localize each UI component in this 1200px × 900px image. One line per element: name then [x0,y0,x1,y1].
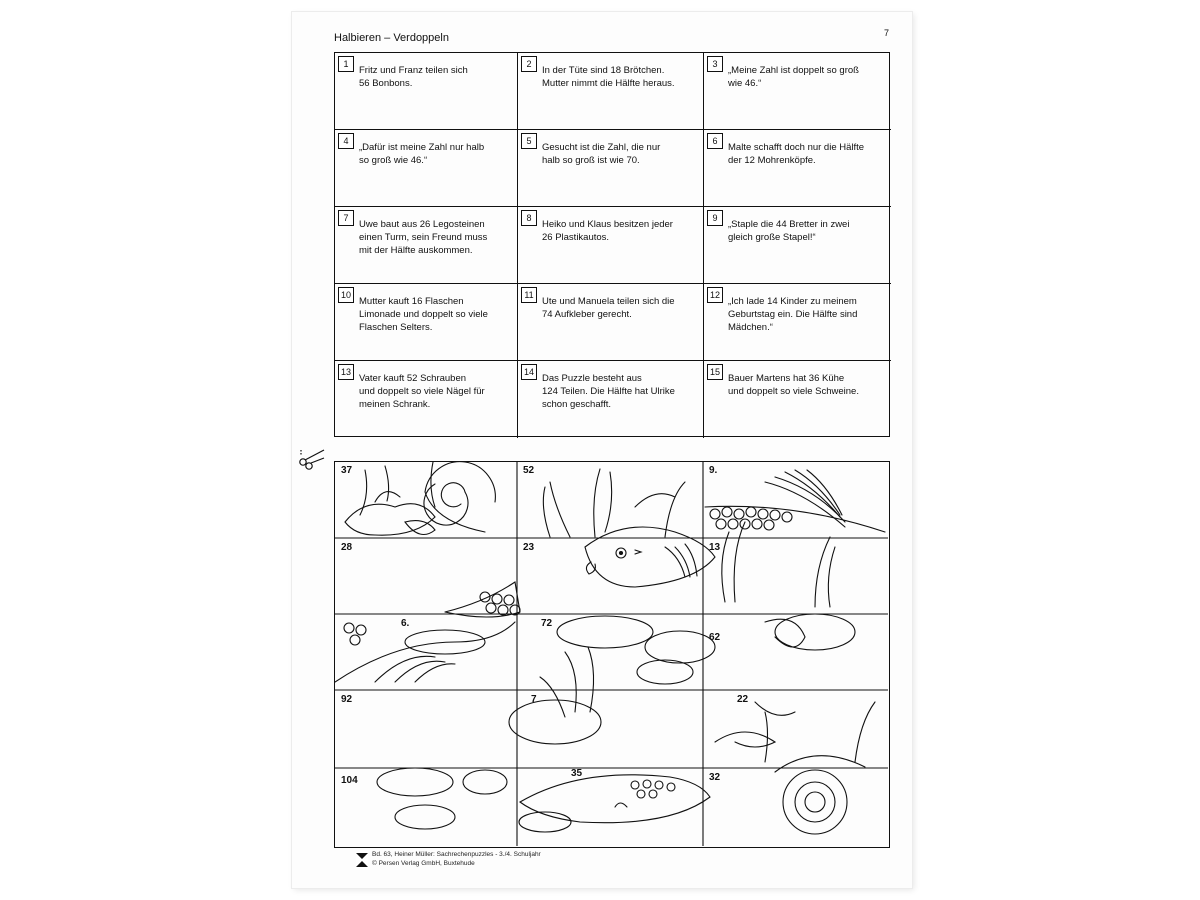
task-text: Gesucht ist die Zahl, die nur halb so groß ist wie 70. [542,142,661,166]
task-card [704,284,891,361]
task-number: 8 [521,210,537,226]
task-card [518,284,704,361]
task-text: In der Tüte sind 18 Brötchen. Mutter nimmt die Hälfte heraus. [542,65,675,89]
publisher-logo [356,851,368,869]
task-number: 6 [707,133,723,149]
task-number: 2 [521,56,537,72]
task-card [704,361,891,438]
footer-line: Bd. 63, Heiner Müller: Sachrechenpuzzles - 3./4. Schuljahr [372,851,541,858]
puzzle-piece-label: 72 [541,618,553,629]
task-number: 15 [707,364,723,380]
task-number: 1 [338,56,354,72]
task-text: „Dafür ist meine Zahl nur halb so groß wie 46.“ [359,142,485,166]
scissors-icon [297,446,327,472]
task-card [335,207,518,284]
puzzle-area [334,461,890,848]
puzzle-piece-label: 37 [341,465,353,476]
puzzle-piece-label: 104 [341,775,358,786]
task-card [704,53,891,130]
page-title: Halbieren – Verdoppeln [334,32,449,44]
task-text: Bauer Martens hat 36 Kühe und doppelt so viele Schweine. [728,373,859,397]
task-text: Vater kauft 52 Schrauben und doppelt so viele Nägel für meinen Schrank. [359,373,485,410]
task-card [518,207,704,284]
task-number: 11 [521,287,537,303]
task-number: 7 [338,210,354,226]
task-text: „Staple die 44 Bretter in zwei gleich große Stapel!“ [728,219,850,243]
puzzle-piece-label: 7 [531,694,537,705]
task-number: 5 [521,133,537,149]
task-number: 4 [338,133,354,149]
task-card [518,130,704,207]
task-text: Mutter kauft 16 Flaschen Limonade und doppelt so viele Flaschen Selters. [359,296,488,333]
puzzle-piece-label: 32 [709,772,721,783]
task-text: Das Puzzle besteht aus 124 Teilen. Die Hälfte hat Ulrike schon geschafft. [542,373,675,410]
task-number: 13 [338,364,354,380]
task-text: Fritz und Franz teilen sich 56 Bonbons. [359,65,468,89]
task-card [335,284,518,361]
task-text: „Meine Zahl ist doppelt so groß wie 46.“ [728,65,859,89]
task-card [335,53,518,130]
puzzle-piece-label: 35 [571,768,583,779]
task-number: 3 [707,56,723,72]
puzzle-piece-label: 22 [737,694,749,705]
puzzle-piece-label: 62 [709,632,721,643]
footer-credits [372,850,541,868]
task-card [704,207,891,284]
task-card [518,53,704,130]
task-number: 10 [338,287,354,303]
puzzle-piece-label: 13 [709,542,721,553]
task-text: Heiko und Klaus besitzen jeder 26 Plastikautos. [542,219,673,243]
page-number: 7 [884,28,890,38]
puzzle-piece-label: 6. [401,618,410,629]
task-number: 14 [521,364,537,380]
puzzle-piece-label: 23 [523,542,535,553]
task-text: „Ich lade 14 Kinder zu meinem Geburtstag ein. Die Hälfte sind Mädchen.“ [728,296,858,333]
task-text: Uwe baut aus 26 Legosteinen einen Turm, sein Freund muss mit der Hälfte auskommen. [359,219,488,256]
puzzle-piece-label: 28 [341,542,353,553]
task-text: Ute und Manuela teilen sich die 74 Aufkleber gerecht. [542,296,675,320]
footer-line: © Persen Verlag GmbH, Buxtehude [372,860,475,867]
task-text: Malte schafft doch nur die Hälfte der 12 Mohrenköpfe. [728,142,865,166]
task-card [518,361,704,438]
task-number: 9 [707,210,723,226]
puzzle-piece-label: 9. [709,465,718,476]
task-number: 12 [707,287,723,303]
puzzle-piece-label: 52 [523,465,535,476]
underwater-drawing [335,462,888,846]
task-card [335,361,518,438]
task-card [335,130,518,207]
task-card [704,130,891,207]
task-grid [334,52,890,437]
puzzle-piece-label: 92 [341,694,353,705]
